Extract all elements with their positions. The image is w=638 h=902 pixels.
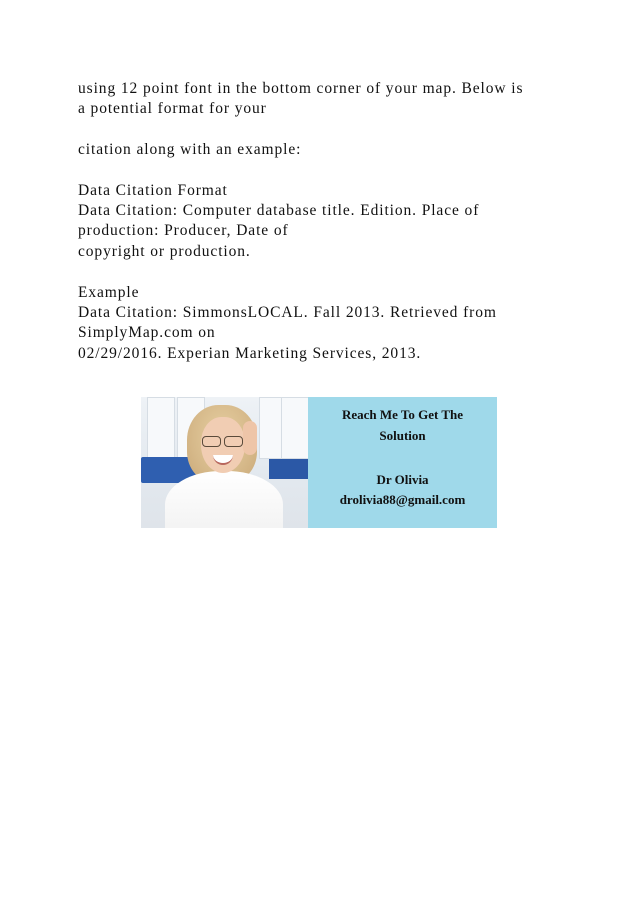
text-line: Data Citation: Computer database title. Edition. Place of — [78, 202, 480, 219]
text-line: copyright or production. — [78, 243, 251, 260]
person-photo — [141, 397, 308, 528]
text-line: using 12 point font in the bottom corner of your map. Below is — [78, 80, 524, 97]
text-line: SimplyMap.com on — [78, 324, 216, 341]
contact-banner — [141, 397, 497, 528]
contact-name: Dr Olivia — [376, 472, 429, 487]
contact-email[interactable]: drolivia88@gmail.com — [339, 492, 466, 507]
banner-headline: Reach Me To Get The — [341, 407, 464, 422]
text-line: a potential format for your — [78, 100, 267, 117]
text-line: 02/29/2016. Experian Marketing Services, 2013. — [78, 345, 422, 362]
contact-info-panel — [308, 397, 497, 528]
text-line: production: Producer, Date of — [78, 222, 289, 239]
text-line: Data Citation: SimmonsLOCAL. Fall 2013. Retrieved from — [78, 304, 497, 321]
section-heading: Data Citation Format — [78, 182, 228, 199]
text-line: citation along with an example: — [78, 141, 302, 158]
section-heading: Example — [78, 284, 140, 301]
banner-headline-2: Solution — [379, 428, 426, 443]
